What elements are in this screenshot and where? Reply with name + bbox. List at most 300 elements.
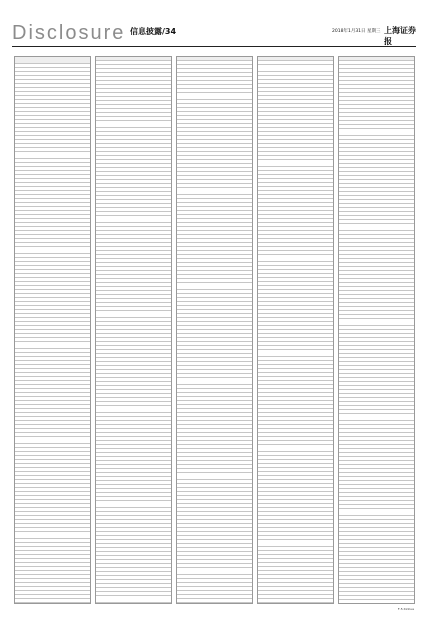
table-cell (22, 274, 47, 277)
table-cell (165, 148, 171, 151)
table-cell (290, 409, 316, 412)
table-cell (209, 425, 235, 428)
table-cell (15, 187, 22, 190)
table-cell (327, 219, 333, 222)
table-cell (246, 492, 252, 495)
table-cell (265, 148, 290, 151)
table-cell (258, 536, 265, 539)
table-cell (177, 259, 184, 262)
table-cell (209, 575, 235, 578)
table-cell (47, 84, 73, 87)
table-cell (22, 539, 47, 542)
table-cell (246, 298, 252, 301)
table-cell (128, 564, 154, 567)
table-cell (258, 108, 265, 111)
table-cell (15, 96, 22, 99)
table-cell (209, 421, 235, 424)
table-cell (408, 235, 414, 238)
table-cell (246, 441, 252, 444)
table-cell (103, 584, 128, 587)
table-cell (96, 192, 103, 195)
table-cell (177, 330, 184, 333)
table-cell (209, 433, 235, 436)
table-cell (327, 551, 333, 554)
table-cell (258, 152, 265, 155)
table-cell (408, 259, 414, 262)
table-cell (128, 188, 154, 191)
table-cell (22, 377, 47, 380)
table-cell (84, 72, 90, 75)
table-cell (22, 452, 47, 455)
table-cell (96, 453, 103, 456)
table-cell (103, 501, 128, 507)
table-cell (258, 140, 265, 143)
table-cell (246, 579, 252, 582)
table-cell (84, 480, 90, 483)
table-cell (258, 389, 265, 392)
table-cell (47, 476, 73, 479)
table-cell (246, 350, 252, 353)
table-cell (84, 243, 90, 246)
table-cell (209, 100, 235, 103)
table-cell (177, 176, 184, 179)
table-cell (327, 472, 333, 475)
table-cell (128, 57, 154, 60)
table-cell (246, 465, 252, 468)
table-cell (128, 406, 154, 412)
table-cell (346, 287, 371, 290)
table-cell (165, 212, 171, 215)
table-cell (177, 100, 184, 103)
table-cell (408, 279, 414, 282)
table-cell (177, 156, 184, 159)
table-cell (290, 508, 316, 511)
table-cell (165, 473, 171, 476)
table-cell (47, 595, 73, 598)
table-cell (290, 528, 316, 531)
table-cell (209, 401, 235, 404)
table-cell (184, 595, 209, 598)
table-cell (327, 445, 333, 451)
table-cell (84, 468, 90, 471)
table-cell (371, 196, 397, 199)
table-cell (246, 405, 252, 408)
table-cell (84, 460, 90, 463)
table-cell (339, 184, 346, 187)
table-cell (408, 275, 414, 278)
table-cell (265, 156, 290, 159)
table-cell (103, 69, 128, 72)
table-cell (209, 172, 235, 175)
table-cell (96, 441, 103, 444)
table-cell (209, 259, 235, 262)
table-cell (209, 247, 235, 250)
table-cell (371, 243, 397, 246)
table-cell (15, 563, 22, 566)
table-cell (96, 216, 103, 222)
table-cell (22, 433, 47, 436)
table-cell (258, 504, 265, 507)
table-cell (103, 548, 128, 551)
table-cell (290, 286, 316, 289)
table-cell (165, 386, 171, 389)
table-cell (84, 191, 90, 194)
table-cell (346, 334, 371, 337)
table-cell (184, 508, 209, 511)
table-cell (177, 302, 184, 305)
table-cell (290, 187, 316, 190)
table-cell (290, 310, 316, 313)
table-cell (265, 152, 290, 155)
table-cell (265, 393, 290, 396)
table-cell (103, 235, 128, 238)
table-cell (177, 322, 184, 325)
table-cell (327, 318, 333, 321)
table-cell (258, 92, 265, 95)
table-cell (96, 406, 103, 412)
table-cell (177, 184, 184, 187)
table-cell (346, 113, 371, 116)
table-cell (128, 326, 154, 329)
table-cell (290, 389, 316, 392)
table-cell (246, 366, 252, 369)
table-cell (290, 456, 316, 459)
table-cell (327, 223, 333, 226)
table-cell (209, 441, 235, 444)
table-cell (103, 247, 128, 250)
table-cell (184, 401, 209, 404)
table-cell (327, 231, 333, 234)
table-cell (165, 406, 171, 412)
table-row (15, 603, 90, 604)
table-cell (96, 307, 103, 310)
table-cell (47, 567, 73, 570)
table-cell (184, 484, 209, 487)
table-cell (408, 299, 414, 302)
table-cell (246, 85, 252, 88)
table-cell (84, 543, 90, 546)
table-cell (184, 492, 209, 495)
table-cell (22, 334, 47, 337)
table-cell (47, 266, 73, 269)
table-cell (371, 291, 397, 294)
table-cell (177, 556, 184, 559)
table-cell (128, 576, 154, 579)
table-cell (327, 211, 333, 214)
table-cell (408, 125, 414, 128)
table-cell (103, 295, 128, 298)
table-cell (22, 595, 47, 598)
table-cell (103, 243, 128, 246)
table-cell (327, 306, 333, 309)
table-cell (177, 251, 184, 254)
table-cell (209, 587, 235, 590)
table-cell (128, 263, 154, 266)
table-cell (265, 417, 290, 420)
table-cell (128, 196, 154, 199)
table-cell (184, 548, 209, 551)
table-cell (47, 433, 73, 436)
table-cell (47, 219, 73, 222)
table-cell (96, 588, 103, 591)
table-cell (103, 394, 128, 397)
table-cell (265, 314, 290, 317)
table-cell (128, 322, 154, 325)
table-cell (165, 101, 171, 104)
table-cell (47, 528, 73, 531)
table-cell (22, 112, 47, 115)
table-cell (184, 445, 209, 448)
table-cell (209, 302, 235, 305)
table-cell (15, 282, 22, 285)
table-cell (128, 402, 154, 405)
table-cell (103, 520, 128, 523)
table-cell (327, 401, 333, 404)
table-cell (339, 89, 346, 92)
table-cell (177, 223, 184, 226)
table-cell (15, 464, 22, 467)
table-cell (290, 377, 316, 380)
table-cell (408, 271, 414, 274)
table-cell (327, 290, 333, 293)
table-cell (327, 148, 333, 151)
table-cell (177, 378, 184, 384)
table-cell (47, 539, 73, 542)
table-cell (265, 595, 290, 598)
table-cell (15, 349, 22, 352)
table-cell (265, 80, 290, 83)
table-cell (128, 117, 154, 120)
table-cell (15, 318, 22, 321)
table-cell (339, 326, 346, 329)
table-cell (96, 556, 103, 559)
table-cell (165, 346, 171, 349)
table-cell (103, 596, 128, 602)
table-cell (246, 595, 252, 598)
table-cell (15, 559, 22, 562)
table-cell (209, 93, 235, 99)
table-cell (47, 500, 73, 503)
table-cell (84, 183, 90, 186)
table-cell (246, 469, 252, 472)
table-cell (184, 259, 209, 262)
table-cell (165, 417, 171, 420)
table-cell (346, 109, 371, 112)
table-cell (265, 235, 290, 238)
table-cell (177, 160, 184, 163)
table-cell (327, 528, 333, 531)
table-cell (47, 468, 73, 471)
table-cell (22, 144, 47, 147)
table-cell (290, 381, 316, 384)
table-cell (47, 152, 73, 158)
table-cell (22, 353, 47, 356)
table-cell (408, 152, 414, 155)
table-cell (327, 294, 333, 297)
table-cell (408, 243, 414, 246)
table-cell (246, 108, 252, 111)
table-cell (290, 579, 316, 582)
table-cell (265, 425, 290, 428)
table-cell (346, 164, 371, 167)
table-cell (290, 397, 316, 400)
table-cell (339, 330, 346, 333)
table-cell (265, 330, 290, 333)
table-cell (165, 291, 171, 294)
table-cell (209, 603, 235, 604)
table-cell (184, 203, 209, 206)
table-cell (346, 243, 371, 246)
table-cell (22, 76, 47, 79)
table-cell (96, 156, 103, 159)
table-cell (290, 255, 316, 261)
table-cell (84, 488, 90, 491)
table-cell (128, 536, 154, 539)
table-cell (258, 175, 265, 178)
table-cell (103, 592, 128, 595)
table-cell (128, 378, 154, 381)
table-cell (290, 167, 316, 170)
table-cell (246, 354, 252, 357)
table-cell (346, 180, 371, 183)
table-cell (327, 429, 333, 432)
table-cell (290, 211, 316, 214)
table-cell (327, 492, 333, 495)
table-cell (84, 159, 90, 162)
table-cell (371, 57, 397, 60)
table-cell (15, 136, 22, 139)
table-cell (371, 97, 397, 100)
table-cell (84, 203, 90, 206)
table-cell (96, 204, 103, 207)
table-cell (96, 69, 103, 72)
table-cell (84, 76, 90, 79)
table-cell (22, 361, 47, 364)
table-cell (184, 235, 209, 238)
table-cell (265, 583, 290, 586)
table-cell (371, 259, 397, 262)
table-cell (184, 136, 209, 139)
table-cell (408, 200, 414, 203)
table-cell (327, 365, 333, 368)
table-cell (84, 294, 90, 297)
table-cell (84, 357, 90, 360)
table-cell (209, 583, 235, 586)
table-cell (165, 303, 171, 306)
table-cell (184, 370, 209, 373)
table-cell (154, 603, 160, 604)
table-cell (265, 282, 290, 285)
table-cell (22, 128, 47, 131)
table-cell (327, 156, 333, 159)
table-cell (22, 472, 47, 475)
table-cell (96, 457, 103, 460)
table-cell (346, 184, 371, 187)
table-cell (327, 540, 333, 546)
table-cell (22, 551, 47, 554)
table-cell (246, 235, 252, 238)
table-cell (47, 369, 73, 372)
table-cell (408, 81, 414, 84)
table-cell (165, 105, 171, 108)
table-cell (327, 167, 333, 170)
table-cell (258, 80, 265, 83)
table-cell (290, 603, 316, 604)
table-cell (265, 401, 290, 404)
table-cell (184, 500, 209, 503)
table-cell (265, 445, 290, 451)
table-cell (408, 85, 414, 88)
table-cell (265, 318, 290, 321)
table-cell (246, 540, 252, 543)
table-cell (408, 311, 414, 314)
table-cell (265, 555, 290, 558)
table-cell (22, 84, 47, 87)
table-cell (128, 461, 154, 464)
table-cell (177, 271, 184, 274)
table-cell (209, 358, 235, 361)
table-cell (15, 444, 22, 447)
table-cell (15, 389, 22, 392)
table-cell (96, 552, 103, 555)
table-cell (346, 152, 371, 155)
table-cell (165, 497, 171, 500)
table-cell (47, 223, 73, 226)
table-cell (327, 120, 333, 123)
table-cell (22, 555, 47, 558)
table-cell (128, 89, 154, 92)
table-cell (339, 354, 346, 357)
table-cell (96, 81, 103, 84)
table-cell (177, 603, 184, 604)
table-cell (258, 116, 265, 119)
table-cell (177, 429, 184, 432)
table-cell (15, 496, 22, 499)
table-row (339, 129, 414, 136)
table-cell (177, 199, 184, 202)
table-cell (177, 397, 184, 400)
table-cell (327, 104, 333, 107)
table-cell (84, 104, 90, 107)
table-cell (22, 357, 47, 360)
table-cell (15, 223, 22, 226)
table-cell (128, 362, 154, 365)
table-cell (246, 480, 252, 483)
table-cell (246, 393, 252, 396)
table-cell (184, 89, 209, 92)
table-cell (327, 302, 333, 305)
table-cell (184, 473, 209, 479)
table-cell (177, 69, 184, 72)
table-cell (128, 421, 154, 424)
table-cell (15, 381, 22, 384)
table-cell (371, 168, 397, 171)
table-cell (209, 180, 235, 183)
table-cell (103, 524, 128, 527)
table-cell (165, 421, 171, 424)
table-cell (15, 124, 22, 127)
table-cell (184, 57, 209, 60)
table-row (15, 532, 90, 539)
table-cell (290, 294, 316, 297)
table-cell (258, 132, 265, 135)
table-cell (265, 128, 290, 131)
dateline: 2018年1月31日 星期三 (332, 29, 381, 34)
table-cell (258, 425, 265, 428)
table-cell (346, 271, 371, 274)
table-cell (128, 441, 154, 444)
table-cell (103, 576, 128, 579)
